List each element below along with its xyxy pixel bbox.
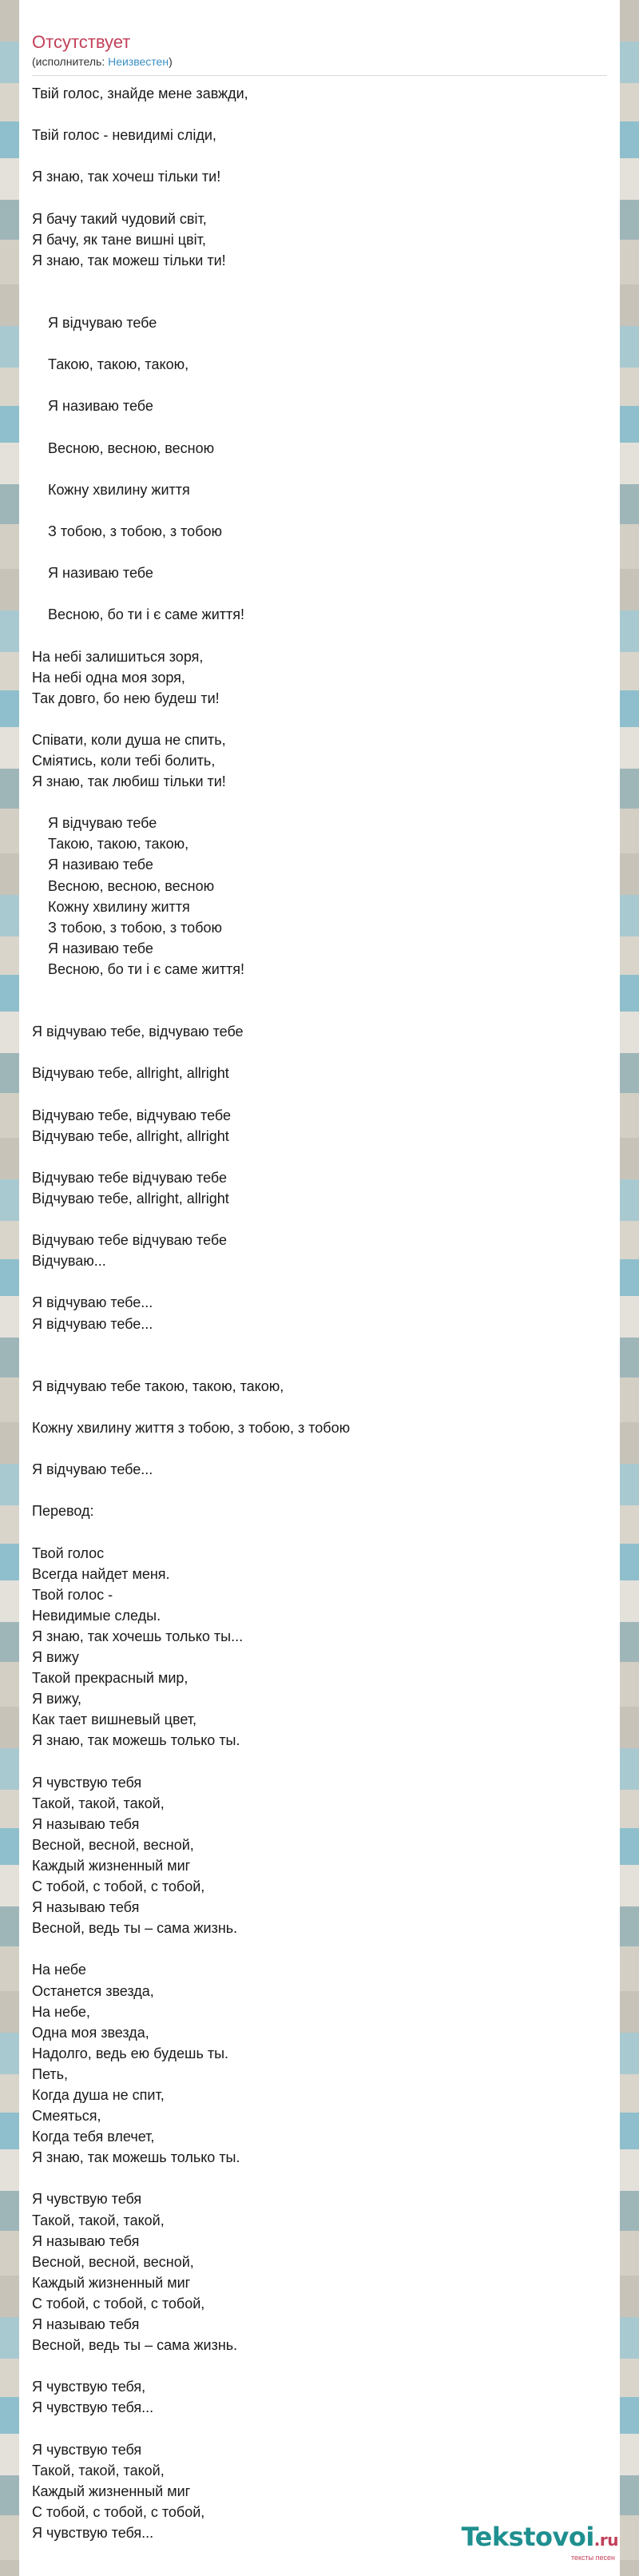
artist-line bbox=[32, 54, 173, 69]
logo-tld: .ru bbox=[593, 2530, 618, 2550]
lyrics-text: Твій голос, знайде мене завжди, Твій голос - невидимі сліди, Я знаю, так хочеш тільки ти! Я бачу такий чудовий світ, Я бачу, як тане вишні цвіт, Я знаю, так можеш тільки ти! Я відчуваю тебе Такою, такою, такою, Я називаю тебе Весною, весною, весною Кожну хвилину життя З тобою, з тобою, з тобою Я називаю тебе Весною, бо ти і є саме життя! На небі залишиться зоря, На небі одна моя зоря, Так довго, бо нею будеш ти! Співати, коли душа не спить, Сміятись, коли тебі болить, Я знаю, так любиш тільки ти! Я відчуваю тебе Такою, такою, такою, Я називаю тебе Весною, весною, весною Кожну хвилину життя З тобою, з тобою, з тобою Я називаю тебе Весною, бо ти і є саме життя! Я відчуваю тебе, відчуваю тебе Відчуваю тебе, allright, allright Відчуваю тебе, відчуваю тебе Відчуваю тебе, allright, allright Відчуваю тебе відчуваю тебе Відчуваю тебе, allright, allright Відчуваю тебе відчуваю тебе Відчуваю... Я відчуваю тебе... Я відчуваю тебе... Я відчуваю тебе такою, такою, такою, Кожну хвилину життя з тобою, з тобою, з тобою Я відчуваю тебе... Перевод: Твой голос Всегда найдет меня. Твой голос - Невидимые следы. Я знаю, так хочешь только ты... Я вижу Такой прекрасный мир, Я вижу, Как тает вишневый цвет, Я знаю, так можешь только ты. Я чувствую тебя Такой, такой, такой, Я называю тебя Весной, весной, весной, Каждый жизненный миг С тобой, с тобой, с тобой, Я называю тебя Весной, ведь ты – сама жизнь. На небе Останется звезда, На небе, Одна моя звезда, Надолго, ведь ею будешь ты. Петь, Когда душа не спит, Смеяться, Когда тебя влечет, Я знаю, так можешь только ты. Я чувствую тебя Такой, такой, такой, Я называю тебя Весной, весной, весной, Каждый жизненный миг С тобой, с тобой, с тобой, Я называю тебя Весной, ведь ты – сама жизнь. Я чувствую тебя, Я чувствую тебя... Я чувствую тебя Такой, такой, такой, Каждый жизненный миг С тобой, с тобой, с тобой, Я чувствую тебя... bbox=[32, 85, 351, 2541]
logo-tagline: тексты песен bbox=[570, 2554, 615, 2562]
artist-suffix: ) bbox=[169, 55, 173, 68]
logo-wordmark bbox=[462, 2523, 618, 2554]
song-title: Отсутствует bbox=[32, 32, 131, 52]
header-divider bbox=[32, 75, 607, 76]
artist-prefix: (исполнитель: bbox=[32, 55, 109, 68]
logo-name: Tekstovoi bbox=[461, 2522, 594, 2552]
page-paper bbox=[19, 0, 620, 2576]
artist-link[interactable]: Неизвестен bbox=[108, 55, 169, 68]
site-logo[interactable] bbox=[462, 2523, 618, 2562]
song-header bbox=[32, 32, 173, 69]
